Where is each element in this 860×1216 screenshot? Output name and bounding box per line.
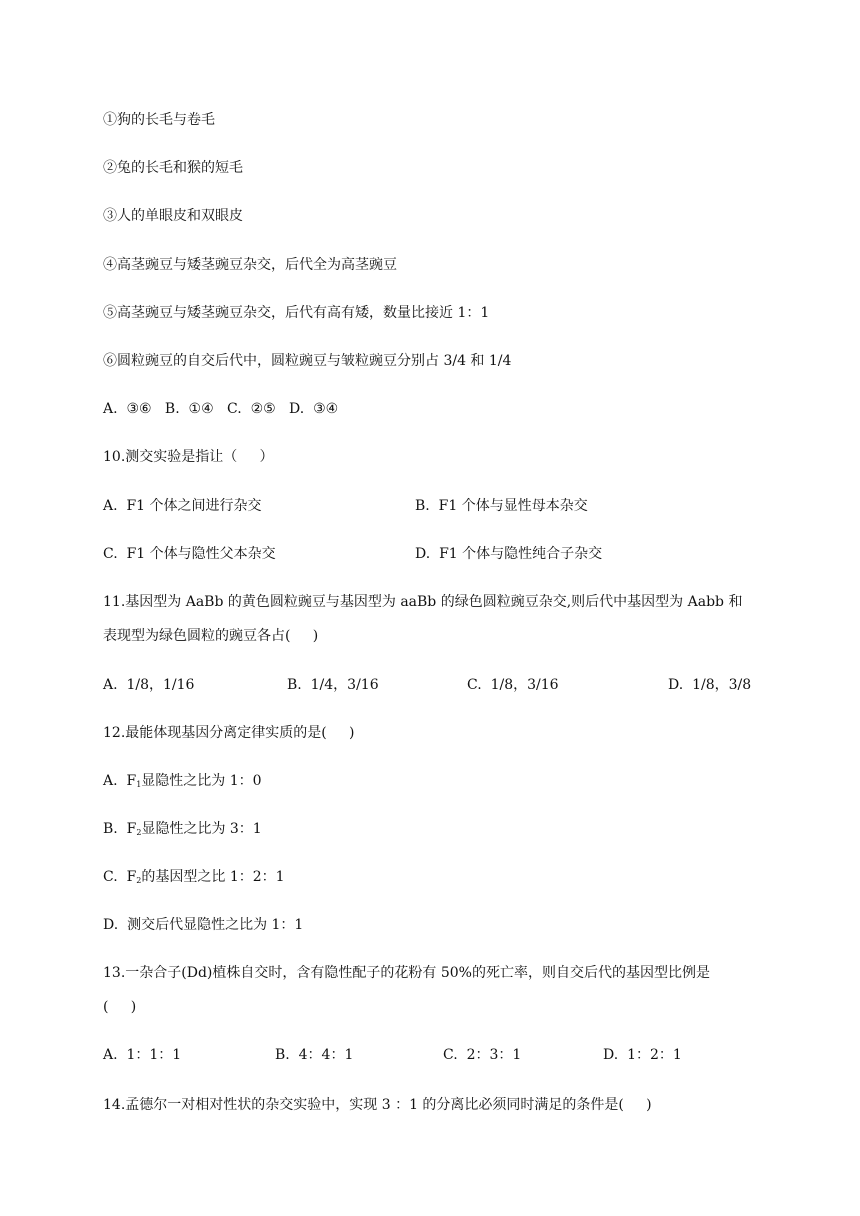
q10-option-a: A. F1 个体之间进行杂交 (103, 498, 262, 514)
q13-option-a: A. 1：1：1 (103, 1047, 182, 1063)
q12-b-text: 显隐性之比为 3：1 (141, 821, 262, 837)
q9-item-4: ④高茎豌豆与矮茎豌豆杂交，后代全为高茎豌豆 (103, 257, 397, 273)
q11-stem-line2: 表现型为绿色圆粒的豌豆各占( ) (103, 628, 319, 644)
q11-option-c: C. 1/8，3/16 (467, 677, 559, 693)
q11-option-a: A. 1/8，1/16 (103, 677, 195, 693)
q12-a-prefix: A. F (103, 773, 137, 789)
q12-a-text: 显隐性之比为 1：0 (141, 773, 262, 789)
q12-a-subscript: 1 (136, 780, 142, 789)
q10-option-b: B. F1 个体与显性母本杂交 (415, 498, 588, 514)
q10-stem: 10.测交实验是指让（ ） (103, 449, 274, 465)
q9-item-5: ⑤高茎豌豆与矮茎豌豆杂交，后代有高有矮，数量比接近 1：1 (103, 305, 490, 321)
q11-stem-line1: 11.基因型为 AaBb 的黄色圆粒豌豆与基因型为 aaBb 的绿色圆粒豌豆杂交,则后代中基因型为 Aabb 和 (103, 594, 743, 610)
q11-option-b: B. 1/4，3/16 (287, 677, 379, 693)
q9-options: A. ③⑥ B. ①④ C. ②⑤ D. ③④ (103, 401, 339, 417)
q13-stem-line1: 13.一杂合子(Dd)植株自交时，含有隐性配子的花粉有 50%的死亡率，则自交后代的基因型比例是 (103, 965, 710, 981)
q9-item-2: ②兔的长毛和猴的短毛 (103, 160, 243, 176)
q12-stem: 12.最能体现基因分离定律实质的是( ) (103, 725, 355, 741)
q12-c-subscript: 2 (136, 876, 142, 885)
q10-option-d: D. F1 个体与隐性纯合子杂交 (415, 546, 603, 562)
q13-option-c: C. 2：3：1 (443, 1047, 522, 1063)
q13-option-d: D. 1：2：1 (603, 1047, 682, 1063)
q13-option-b: B. 4：4：1 (275, 1047, 354, 1063)
q12-option-b (103, 820, 262, 842)
q11-option-d: D. 1/8，3/8 (668, 677, 752, 693)
q9-item-3: ③人的单眼皮和双眼皮 (103, 208, 243, 224)
q12-b-subscript: 2 (136, 828, 142, 837)
q9-item-6: ⑥圆粒豌豆的自交后代中，圆粒豌豆与皱粒豌豆分别占 3/4 和 1/4 (103, 353, 512, 369)
q12-option-d: D. 测交后代显隐性之比为 1：1 (103, 917, 304, 933)
q12-c-prefix: C. F (103, 869, 137, 885)
q12-option-a (103, 772, 262, 794)
q12-c-text: 的基因型之比 1：2：1 (141, 869, 285, 885)
q14-stem: 14.孟德尔一对相对性状的杂交实验中，实现 3 ：1 的分离比必须同时满足的条件是( ) (103, 1097, 652, 1113)
q9-item-1: ①狗的长毛与卷毛 (103, 112, 215, 128)
q12-option-c (103, 868, 285, 890)
q13-stem-line2: ( ) (103, 999, 137, 1015)
q12-b-prefix: B. F (103, 821, 137, 837)
q10-option-c: C. F1 个体与隐性父本杂交 (103, 546, 276, 562)
